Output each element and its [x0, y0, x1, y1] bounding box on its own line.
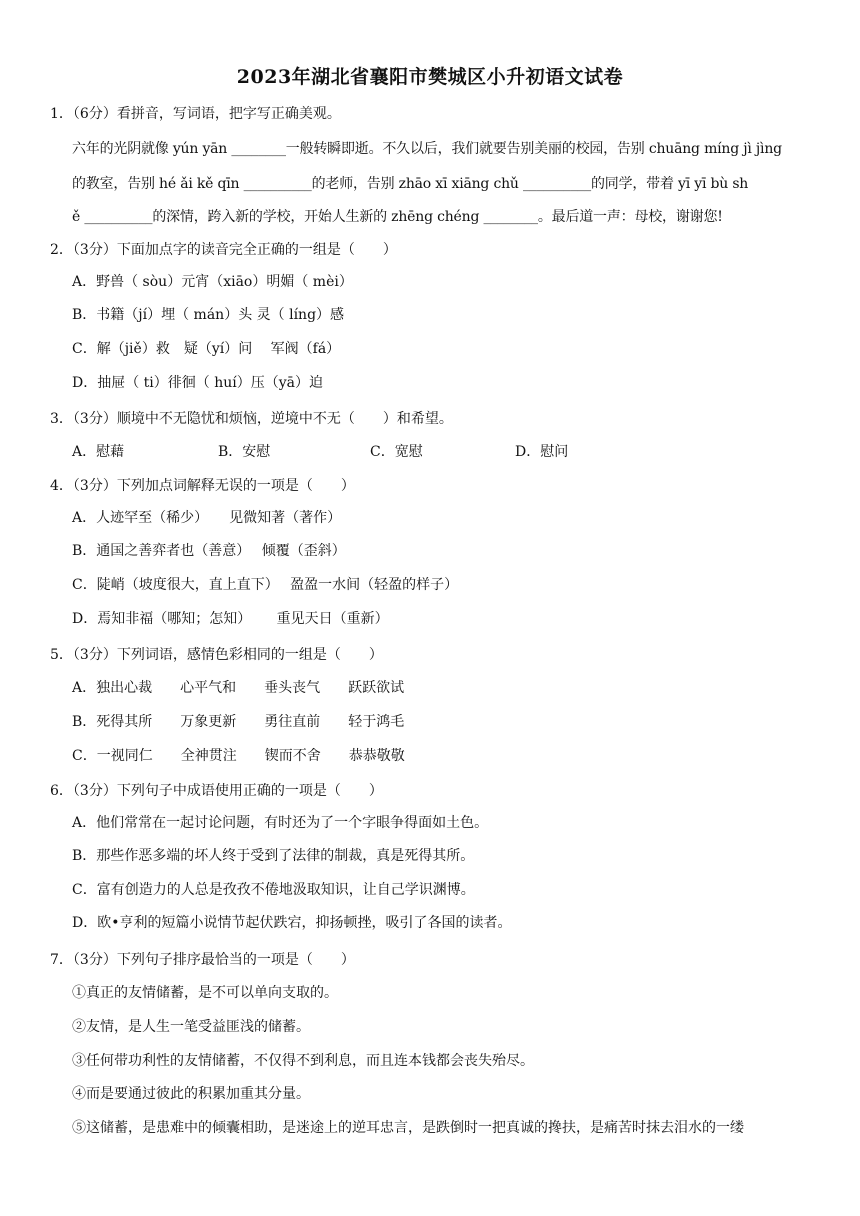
question-1-stem: 1．（6分）看拼音，写词语，把字写正确美观。: [50, 106, 341, 122]
question-7-item-5: ⑤这储蓄，是患难中的倾囊相助，是迷途上的逆耳忠言，是跌倒时一把真诚的搀扶，是痛苦时抹去泪水的一缕: [72, 1120, 744, 1136]
question-2-stem: 2．（3分）下面加点字的读音完全正确的一组是（ ）: [50, 242, 397, 258]
question-4-option-b[interactable]: B．通国之善弈者也（善意） 倾覆（歪斜）: [72, 543, 346, 559]
question-7-stem: 7．（3分）下列句子排序最恰当的一项是（ ）: [50, 952, 355, 968]
question-6-option-d[interactable]: D．欧•亨利的短篇小说情节起伏跌宕，抑扬顿挫，吸引了各国的读者。: [72, 915, 512, 931]
question-6-option-c[interactable]: C．富有创造力的人总是孜孜不倦地汲取知识，让自己学识渊博。: [72, 882, 475, 898]
question-7-item-4: ④而是要通过彼此的积累加重其分量。: [72, 1086, 310, 1102]
question-6-option-b[interactable]: B．那些作恶多端的坏人终于受到了法律的制裁，真是死得其所。: [72, 848, 475, 864]
question-3-option-c[interactable]: C．宽慰: [370, 444, 423, 460]
question-2-option-c[interactable]: C．解（jiě）救 疑（yí）问 军阀（fá）: [72, 341, 341, 357]
question-5-option-a[interactable]: A．独出心裁 心平气和 垂头丧气 跃跃欲试: [72, 680, 405, 696]
question-3-option-d[interactable]: D．慰问: [515, 444, 569, 460]
question-4-option-a[interactable]: A．人迹罕至（稀少） 见微知著（著作）: [72, 510, 342, 526]
question-3-option-a[interactable]: A．慰藉: [72, 444, 125, 460]
question-3-stem: 3．（3分）顺境中不无隐忧和烦恼，逆境中不无（ ）和希望。: [50, 411, 453, 427]
question-1-line-1: 六年的光阴就像 yún yān ________一般转瞬即逝。不久以后，我们就要告别美丽的校园，告别 chuāng míng jì jìng: [72, 141, 782, 157]
question-7-item-3: ③任何带功利性的友情储蓄，不仅得不到利息，而且连本钱都会丧失殆尽。: [72, 1053, 534, 1069]
question-5-option-b[interactable]: B．死得其所 万象更新 勇往直前 轻于鸿毛: [72, 714, 405, 730]
question-4-option-d[interactable]: D．焉知非福（哪知；怎知） 重见天日（重新）: [72, 611, 389, 627]
question-2-option-b[interactable]: B．书籍（jí）埋（ mán）头 灵（ líng）感: [72, 307, 345, 323]
question-4-option-c[interactable]: C．陡峭（坡度很大，直上直下） 盈盈一水间（轻盈的样子）: [72, 577, 459, 593]
question-5-stem: 5．（3分）下列词语，感情色彩相同的一组是（ ）: [50, 647, 383, 663]
question-7-item-2: ②友情，是人生一笔受益匪浅的储蓄。: [72, 1019, 310, 1035]
page-title: 2023年湖北省襄阳市樊城区小升初语文试卷: [236, 66, 624, 88]
question-1-line-2: 的教室，告别 hé ǎi kě qīn __________的老师，告别 zhāo xī xiāng chǔ __________的同学，带着 yī yī bù sh: [72, 176, 749, 192]
question-1-line-3: ě __________的深情，跨入新的学校，开始人生新的 zhēng chéng ________。最后道一声：母校，谢谢您!: [72, 209, 723, 225]
question-7-item-1: ①真正的友情储蓄，是不可以单向支取的。: [72, 985, 338, 1001]
question-4-stem: 4．（3分）下列加点词解释无误的一项是（ ）: [50, 478, 355, 494]
question-6-option-a[interactable]: A．他们常常在一起讨论问题，有时还为了一个字眼争得面如土色。: [72, 815, 489, 831]
question-2-option-d[interactable]: D．抽屉（ ti）徘徊（ huí）压（yā）迫: [72, 375, 323, 391]
question-2-option-a[interactable]: A．野兽（ sòu）元宵（xiāo）明媚（ mèi）: [72, 274, 353, 290]
question-6-stem: 6．（3分）下列句子中成语使用正确的一项是（ ）: [50, 783, 383, 799]
question-3-option-b[interactable]: B．安慰: [218, 444, 271, 460]
question-5-option-c[interactable]: C．一视同仁 全神贯注 锲而不舍 恭恭敬敬: [72, 748, 405, 764]
